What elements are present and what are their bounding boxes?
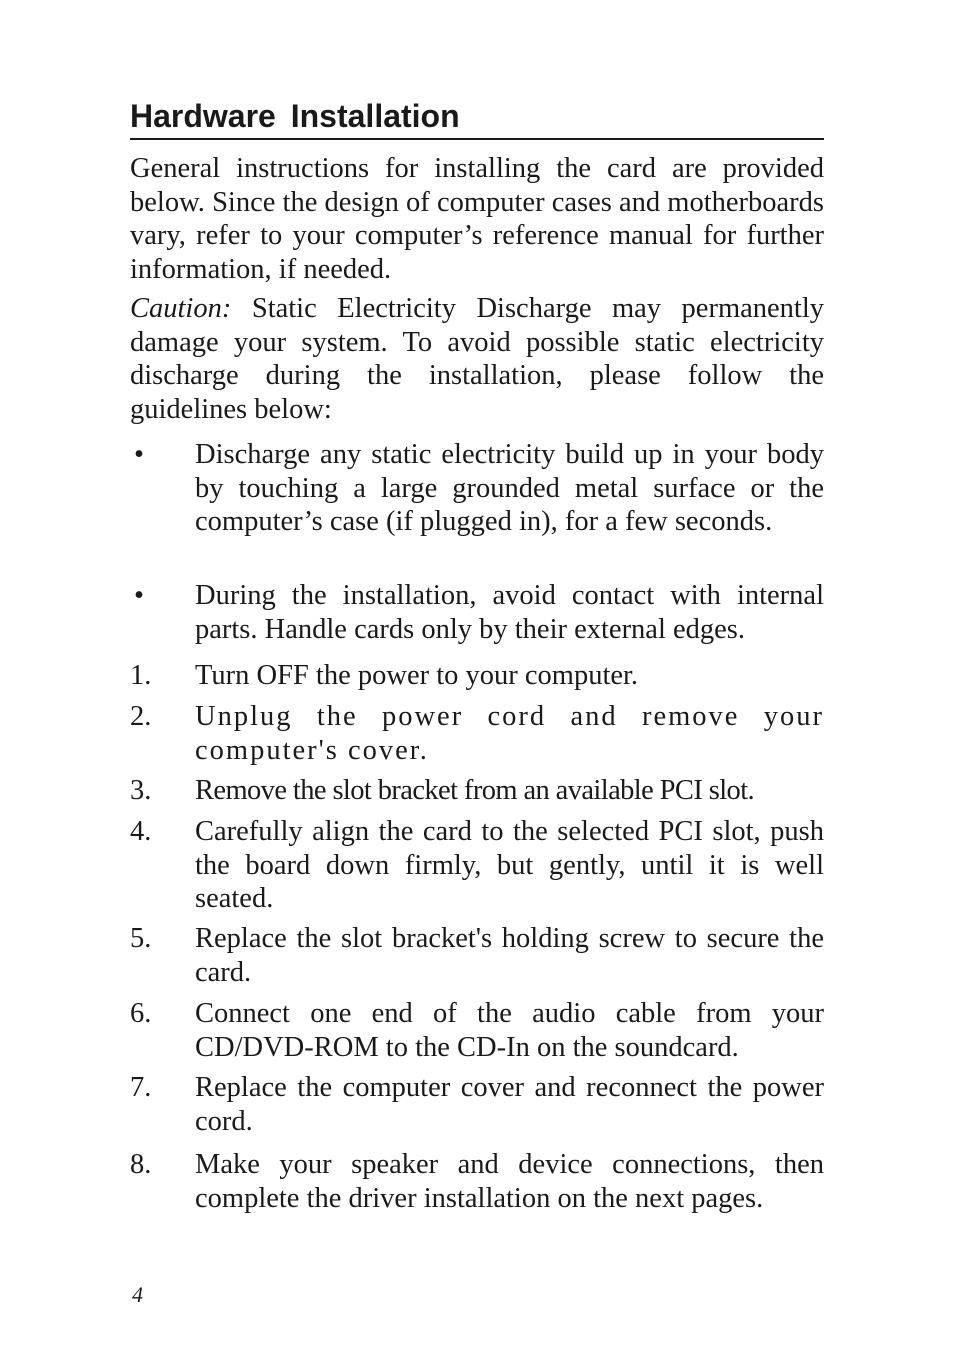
- page-title: Hardware Installation: [130, 98, 460, 134]
- step-number: 5.: [130, 923, 152, 954]
- step-number: 3.: [130, 775, 152, 806]
- step-text: Replace the computer cover and reconnect the power cord.: [195, 1072, 824, 1137]
- step-number: 7.: [130, 1072, 152, 1103]
- page-number: 4: [132, 1282, 143, 1307]
- step-text: Connect one end of the audio cable from your CD/DVD-ROM to the CD-In on the soundcard.: [195, 998, 824, 1063]
- caution-text: Static Electricity Discharge may permanently damage your system. To avoid possible static electricity discharge during the installation, please follow the guidelines below:: [130, 293, 824, 426]
- caution-paragraph: [130, 292, 824, 427]
- step-text: Make your speaker and device connections, then complete the driver installation on the next pages.: [195, 1149, 824, 1214]
- bullet-marker: •: [134, 580, 144, 611]
- title-rule: [130, 138, 824, 140]
- guideline-text: During the installation, avoid contact with internal parts. Handle cards only by their external edges.: [195, 580, 824, 645]
- guideline-text: Discharge any static electricity build up in your body by touching a large grounded metal surface or the computer’s case (if plugged in), for a few seconds.: [195, 439, 824, 538]
- step-text: Replace the slot bracket's holding screw to secure the card.: [195, 923, 824, 988]
- step-text: Remove the slot bracket from an available PCI slot.: [195, 775, 755, 806]
- step-number: 2.: [130, 701, 152, 732]
- step-number: 1.: [130, 660, 152, 691]
- step-text: Turn OFF the power to your computer.: [195, 660, 639, 691]
- step-number: 4.: [130, 816, 152, 847]
- step-number: 8.: [130, 1149, 152, 1180]
- caution-label: Caution:: [130, 293, 232, 324]
- step-number: 6.: [130, 998, 152, 1029]
- step-text: Unplug the power cord and remove your computer's cover.: [195, 701, 824, 766]
- intro-paragraph: General instructions for installing the card are provided below. Since the design of computer cases and motherboards vary, refer to your computer’s reference manual for further information, if needed.: [130, 153, 824, 286]
- step-text: Carefully align the card to the selected PCI slot, push the board down firmly, but gently, until it is well seated.: [195, 816, 824, 915]
- bullet-marker: •: [134, 439, 144, 470]
